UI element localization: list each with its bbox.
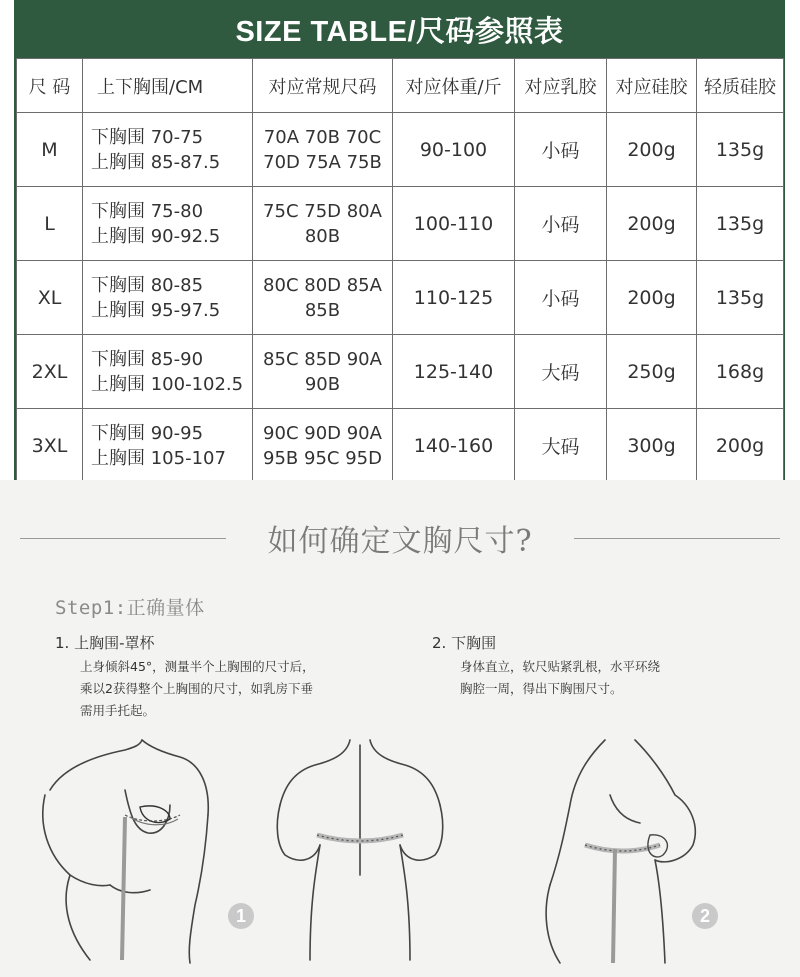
normal-size-line: 80B bbox=[304, 225, 341, 247]
size-table bbox=[16, 58, 784, 483]
under-bust: 下胸围 70-75 bbox=[91, 126, 204, 148]
light-silicone-cell: 135g bbox=[697, 113, 784, 187]
normal-size-line: 70D 75A 75B bbox=[263, 151, 382, 173]
size-cell: M bbox=[17, 113, 83, 187]
silicone-cell: 200g bbox=[607, 113, 697, 187]
normal-size-line: 70A 70B 70C bbox=[263, 126, 382, 148]
over-bust: 上胸围 90-92.5 bbox=[91, 225, 221, 247]
size-table-panel bbox=[14, 0, 785, 480]
silicone-cell: 250g bbox=[607, 335, 697, 409]
latex-cell: 大码 bbox=[515, 409, 607, 483]
weight-cell: 110-125 bbox=[393, 261, 515, 335]
normal-size-cell bbox=[253, 409, 393, 483]
over-bust: 上胸围 105-107 bbox=[91, 447, 226, 469]
header-weight: 对应体重/斤 bbox=[393, 59, 515, 113]
table-header-row bbox=[17, 59, 784, 113]
measure-cell bbox=[83, 261, 253, 335]
normal-size-line: 80C 80D 85A bbox=[263, 274, 382, 296]
light-silicone-cell: 135g bbox=[697, 261, 784, 335]
normal-size-cell bbox=[253, 261, 393, 335]
divider-line bbox=[20, 538, 226, 539]
normal-size-cell bbox=[253, 187, 393, 261]
item2-line: 身体直立，软尺贴紧乳根，水平环绕 bbox=[460, 659, 661, 674]
normal-size-line: 90B bbox=[304, 373, 341, 395]
guide-title-row bbox=[20, 516, 780, 560]
header-normal-size: 对应常规尺码 bbox=[253, 59, 393, 113]
header-light-silicone: 轻质硅胶 bbox=[697, 59, 784, 113]
item2-line: 胸腔一周，得出下胸围尺寸。 bbox=[460, 681, 623, 696]
item2-heading: 2. 下胸围 bbox=[432, 634, 497, 652]
measure-cell bbox=[83, 409, 253, 483]
size-cell: 2XL bbox=[17, 335, 83, 409]
latex-cell: 小码 bbox=[515, 113, 607, 187]
figure-back-measure bbox=[255, 735, 465, 965]
header-measure: 上下胸围/CM bbox=[83, 59, 253, 113]
item1-text bbox=[80, 656, 315, 722]
latex-cell: 大码 bbox=[515, 335, 607, 409]
normal-size-line: 95B 95C 95D bbox=[263, 447, 382, 469]
step-badge-2: 2 bbox=[692, 903, 718, 929]
header-size: 尺 码 bbox=[17, 59, 83, 113]
latex-cell: 小码 bbox=[515, 261, 607, 335]
item1-line: 上身倾斜45°，测量半个上胸围的尺寸后， bbox=[80, 659, 315, 674]
step-badge-1: 1 bbox=[228, 903, 254, 929]
size-cell: XL bbox=[17, 261, 83, 335]
figure-side-under-bust bbox=[515, 735, 730, 965]
over-bust: 上胸围 100-102.5 bbox=[91, 373, 244, 395]
table-row bbox=[17, 261, 784, 335]
light-silicone-cell: 135g bbox=[697, 187, 784, 261]
light-silicone-cell: 200g bbox=[697, 409, 784, 483]
table-row bbox=[17, 187, 784, 261]
normal-size-cell bbox=[253, 113, 393, 187]
normal-size-cell bbox=[253, 335, 393, 409]
divider-line bbox=[574, 538, 780, 539]
normal-size-line: 85B bbox=[304, 299, 341, 321]
latex-cell: 小码 bbox=[515, 187, 607, 261]
normal-size-line: 90C 90D 90A bbox=[263, 422, 382, 444]
under-bust: 下胸围 90-95 bbox=[91, 422, 204, 444]
step-title: Step1:正确量体 bbox=[55, 597, 205, 619]
header-latex: 对应乳胶 bbox=[515, 59, 607, 113]
normal-size-line: 75C 75D 80A bbox=[263, 200, 382, 222]
guide-title: 如何确定文胸尺寸? bbox=[267, 524, 533, 559]
table-row bbox=[17, 113, 784, 187]
weight-cell: 140-160 bbox=[393, 409, 515, 483]
size-cell: L bbox=[17, 187, 83, 261]
over-bust: 上胸围 95-97.5 bbox=[91, 299, 221, 321]
under-bust: 下胸围 75-80 bbox=[91, 200, 204, 222]
table-row bbox=[17, 409, 784, 483]
normal-size-line: 85C 85D 90A bbox=[263, 348, 382, 370]
under-bust: 下胸围 80-85 bbox=[91, 274, 204, 296]
silicone-cell: 200g bbox=[607, 261, 697, 335]
size-table-title: SIZE TABLE/尺码参照表 bbox=[235, 15, 564, 48]
size-cell: 3XL bbox=[17, 409, 83, 483]
weight-cell: 90-100 bbox=[393, 113, 515, 187]
silicone-cell: 300g bbox=[607, 409, 697, 483]
measure-cell bbox=[83, 335, 253, 409]
header-silicone: 对应硅胶 bbox=[607, 59, 697, 113]
over-bust: 上胸围 85-87.5 bbox=[91, 151, 221, 173]
weight-cell: 125-140 bbox=[393, 335, 515, 409]
measuring-guide bbox=[0, 480, 800, 977]
measure-cell bbox=[83, 187, 253, 261]
item2-text bbox=[460, 656, 660, 700]
light-silicone-cell: 168g bbox=[697, 335, 784, 409]
item1-heading: 1. 上胸围-罩杯 bbox=[55, 634, 155, 652]
measure-cell bbox=[83, 113, 253, 187]
table-row bbox=[17, 335, 784, 409]
item1-line: 乘以2获得整个上胸围的尺寸，如乳房下垂 bbox=[80, 681, 313, 696]
under-bust: 下胸围 85-90 bbox=[91, 348, 204, 370]
figure-front-over-bust bbox=[30, 735, 240, 965]
item1-line: 需用手托起。 bbox=[80, 703, 156, 718]
silicone-cell: 200g bbox=[607, 187, 697, 261]
weight-cell: 100-110 bbox=[393, 187, 515, 261]
